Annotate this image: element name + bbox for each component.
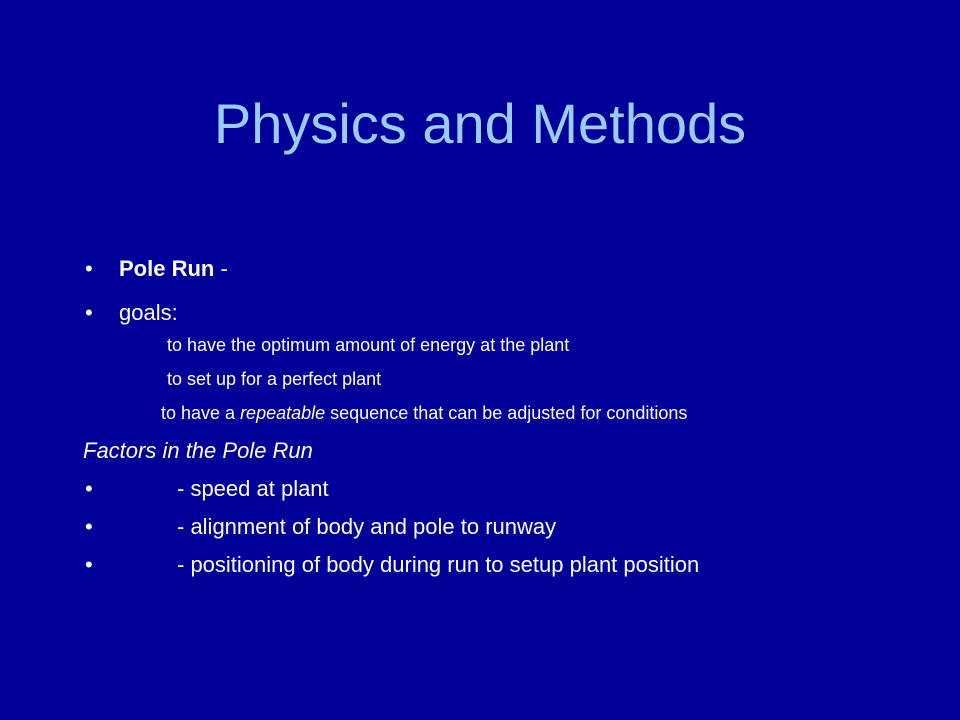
- bullet-strong-text: Pole Run: [119, 256, 215, 281]
- bullet-mark: •: [85, 514, 93, 539]
- factors-heading: Factors in the Pole Run: [83, 438, 313, 463]
- goal-text-after: sequence that can be adjusted for conditions: [325, 403, 688, 423]
- goal-item-energy: to have the optimum amount of energy at the plant: [167, 335, 570, 355]
- bullet-mark: •: [85, 256, 93, 281]
- factor-text: - speed at plant: [177, 476, 329, 501]
- factor-text: - positioning of body during run to setup plant position: [177, 552, 700, 577]
- bullet-text: goals:: [119, 300, 178, 325]
- bullet-mark: •: [85, 476, 93, 501]
- bullet-rest-text: -: [214, 256, 228, 281]
- goal-text-before: to have a: [161, 403, 241, 423]
- bullet-mark: •: [85, 552, 93, 577]
- goal-item-setup: to set up for a perfect plant: [167, 369, 382, 389]
- slide-title: Physics and Methods: [213, 92, 747, 155]
- bullet-mark: •: [85, 300, 93, 325]
- goal-text-emphasis: repeatable: [240, 403, 326, 423]
- bullet-text: [119, 254, 228, 284]
- goal-item-repeatable: [161, 400, 687, 426]
- factor-text: - alignment of body and pole to runway: [177, 514, 557, 539]
